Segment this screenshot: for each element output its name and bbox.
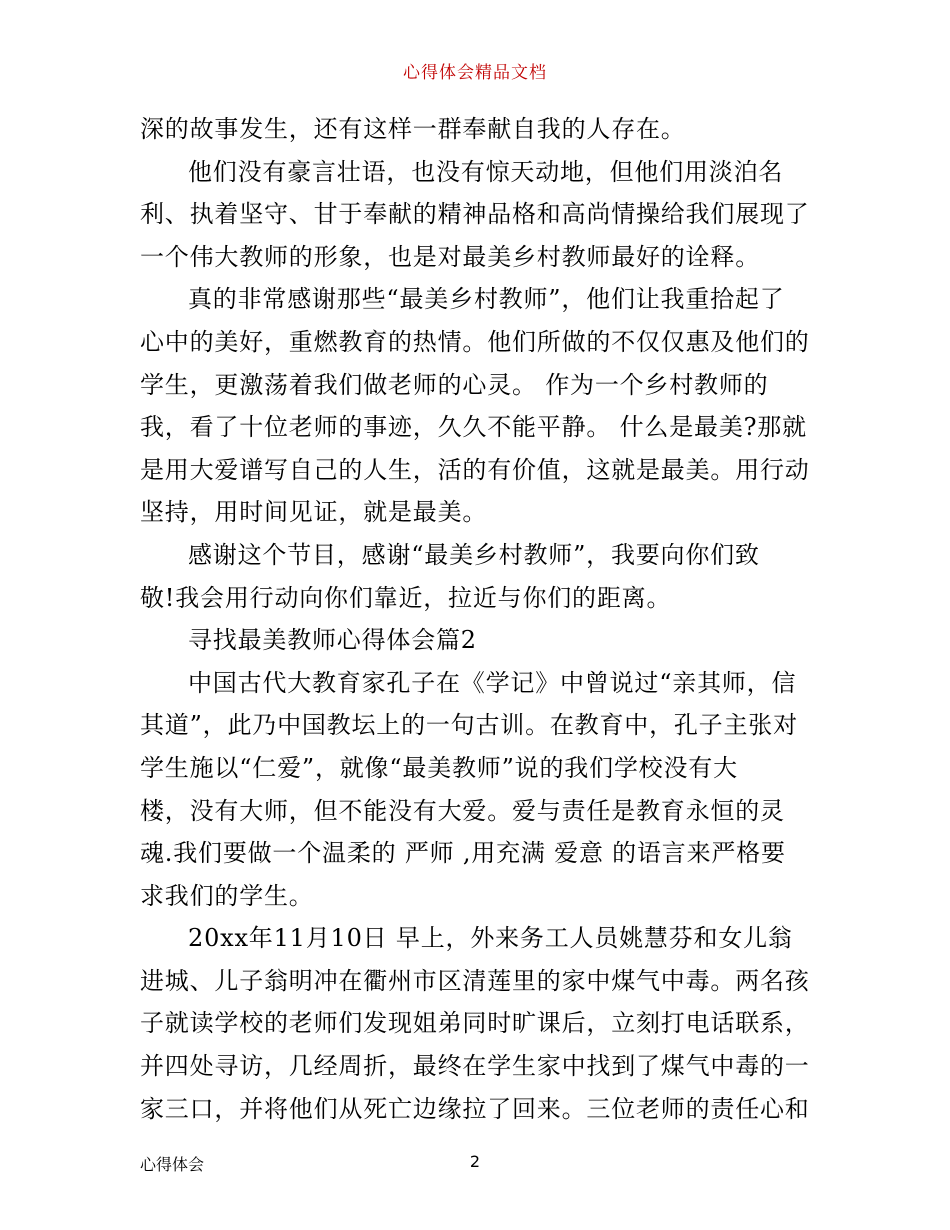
paragraph-line: 一个伟大教师的形象，也是对最美乡村教师最好的诠释。: [140, 242, 760, 271]
paragraph-line: 心中的美好，重燃教育的热情。他们所做的不仅仅惠及他们的: [140, 327, 810, 356]
paragraph-line: 子就读学校的老师们发现姐弟同时旷课后，立刻打电话联系，: [140, 1009, 810, 1038]
paragraph-line: 敬!我会用行动向你们靠近，拉近与你们的距离。: [140, 583, 672, 612]
paragraph-line: 进城、儿子翁明冲在衢州市区清莲里的家中煤气中毒。两名孩: [140, 966, 810, 995]
paragraph-line: 求我们的学生。: [140, 881, 314, 910]
paragraph-line: 他们没有豪言壮语，也没有惊天动地，但他们用淡泊名: [188, 157, 784, 186]
paragraph-line: 我，看了十位老师的事迹，久久不能平静。 什么是最美?那就: [140, 413, 807, 442]
paragraph-line: 学生，更激荡着我们做老师的心灵。 作为一个乡村教师的: [140, 370, 769, 399]
paragraph-line: 感谢这个节目，感谢“最美乡村教师”，我要向你们致: [188, 540, 760, 569]
paragraph-line: 是用大爱谱写自己的人生，活的有价值，这就是最美。用行动: [140, 455, 810, 484]
page-footer-label: 心得体会: [140, 1155, 205, 1174]
page-number: 2: [469, 1152, 481, 1171]
paragraph-line: 真的非常感谢那些“最美乡村教师”，他们让我重拾起了: [188, 285, 785, 314]
document-body: [140, 108, 815, 1130]
paragraph-line: 坚持，用时间见证，就是最美。: [140, 498, 488, 527]
paragraph-line: 中国古代大教育家孔子在《学记》中曾说过“亲其师，信: [188, 668, 797, 697]
paragraph-line: 利、执着坚守、甘于奉献的精神品格和高尚情操给我们展现了: [140, 200, 810, 229]
paragraph-line: 学生施以“仁爱”，就像“最美教师”说的我们学校没有大: [140, 753, 738, 782]
paragraph-line: 魂.我们要做一个温柔的 严师 ,用充满 爱意 的语言来严格要: [140, 839, 786, 868]
paragraph-line: 其道”，此乃中国教坛上的一句古训。在教育中，孔子主张对: [140, 711, 798, 740]
paragraph-line: 深的故事发生，还有这样一群奉献自我的人存在。: [140, 115, 686, 143]
paragraph-line: 家三口，并将他们从死亡边缘拉了回来。三位老师的责任心和: [140, 1094, 810, 1123]
paragraph-line: 楼，没有大师，但不能没有大爱。爱与责任是教育永恒的灵: [140, 796, 785, 825]
paragraph-line: 并四处寻访，几经周折，最终在学生家中找到了煤气中毒的一: [140, 1052, 810, 1081]
page-header-title: 心得体会精品文档: [403, 63, 547, 83]
section-heading: 寻找最美教师心得体会篇2: [188, 626, 477, 655]
paragraph-line: 20xx年11月10日 早上，外来务工人员姚慧芬和女儿翁: [188, 924, 793, 953]
